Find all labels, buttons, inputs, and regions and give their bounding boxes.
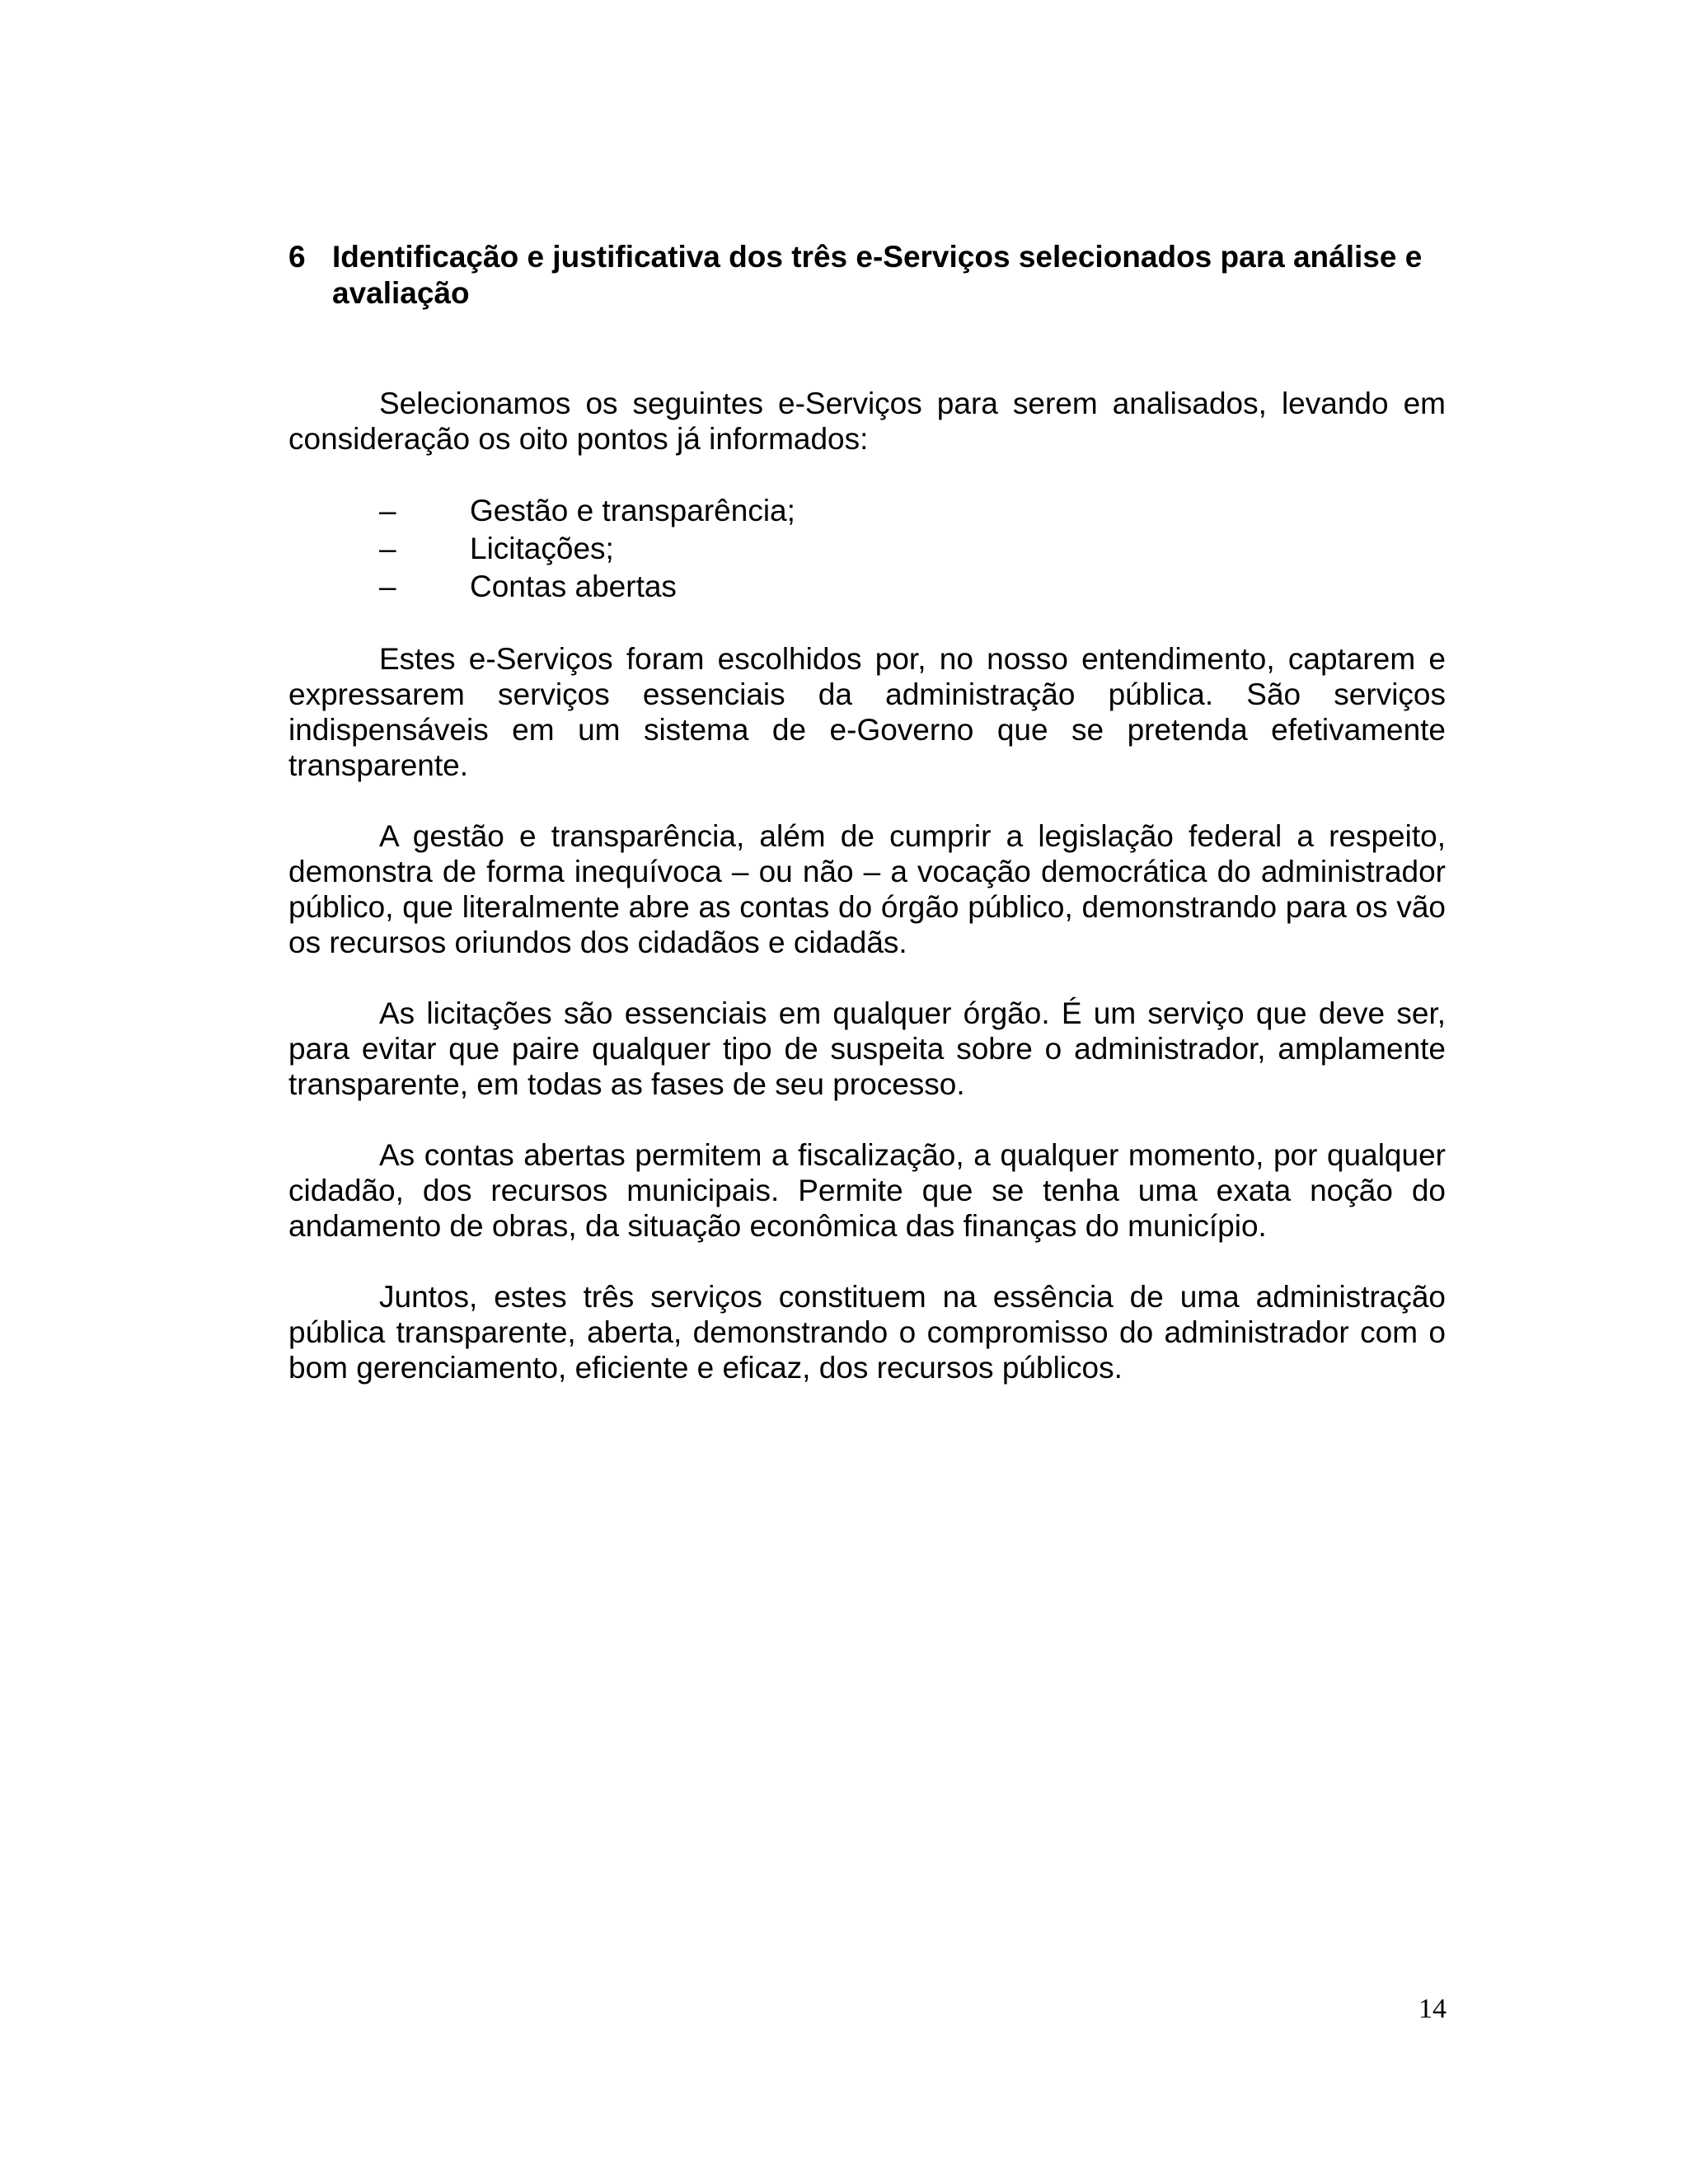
list-item xyxy=(288,568,1446,606)
paragraph-management-transparency: A gestão e transparência, além de cumprir a legislação federal a respeito, demonstra de forma inequívoca – ou não – a vocação democrática do administrador público, que literalmente abre as contas do órgão público, demonstrando para os vão os recursos oriundos dos cidadãos e cidadãs. xyxy=(288,819,1446,959)
list-item xyxy=(288,492,1446,530)
list-item-text: Gestão e transparência; xyxy=(470,494,795,527)
page-content xyxy=(288,239,1446,1385)
list-item-text: Licitações; xyxy=(470,532,614,565)
dash-bullet-icon: – xyxy=(379,532,396,565)
dash-bullet-icon: – xyxy=(379,494,396,527)
page-number: 14 xyxy=(1418,1994,1447,2024)
paragraph-conclusion: Juntos, estes três serviços constituem na essência de uma administração pública transparente, aberta, demonstrando o compromisso do administrador com o bom gerenciamento, eficiente e eficaz, dos recursos públicos. xyxy=(288,1280,1446,1385)
list-item-text: Contas abertas xyxy=(470,569,677,603)
service-list xyxy=(288,492,1446,606)
paragraph-choice-justification: Estes e-Serviços foram escolhidos por, no nosso entendimento, captarem e expressarem serviços essenciais da administração pública. São serviços indispensáveis em um sistema de e-Governo que se pretenda efetivamente transparente. xyxy=(288,642,1446,782)
paragraph-open-accounts: As contas abertas permitem a fiscalização, a qualquer momento, por qualquer cidadão, dos recursos municipais. Permite que se tenha uma exata noção do andamento de obras, da situação econômica das finanças do município. xyxy=(288,1138,1446,1243)
paragraph-procurement: As licitações são essenciais em qualquer órgão. É um serviço que deve ser, para evitar que paire qualquer tipo de suspeita sobre o administrador, amplamente transparente, em todas as fases de seu processo. xyxy=(288,996,1446,1101)
list-item xyxy=(288,530,1446,568)
section-heading xyxy=(288,239,1446,312)
section-title: Identificação e justificativa dos três e-Serviços selecionados para análise e avaliação xyxy=(332,240,1423,310)
dash-bullet-icon: – xyxy=(379,569,396,603)
intro-paragraph: Selecionamos os seguintes e-Serviços para serem analisados, levando em consideração os oito pontos já informados: xyxy=(288,387,1446,456)
section-number: 6 xyxy=(288,240,306,274)
